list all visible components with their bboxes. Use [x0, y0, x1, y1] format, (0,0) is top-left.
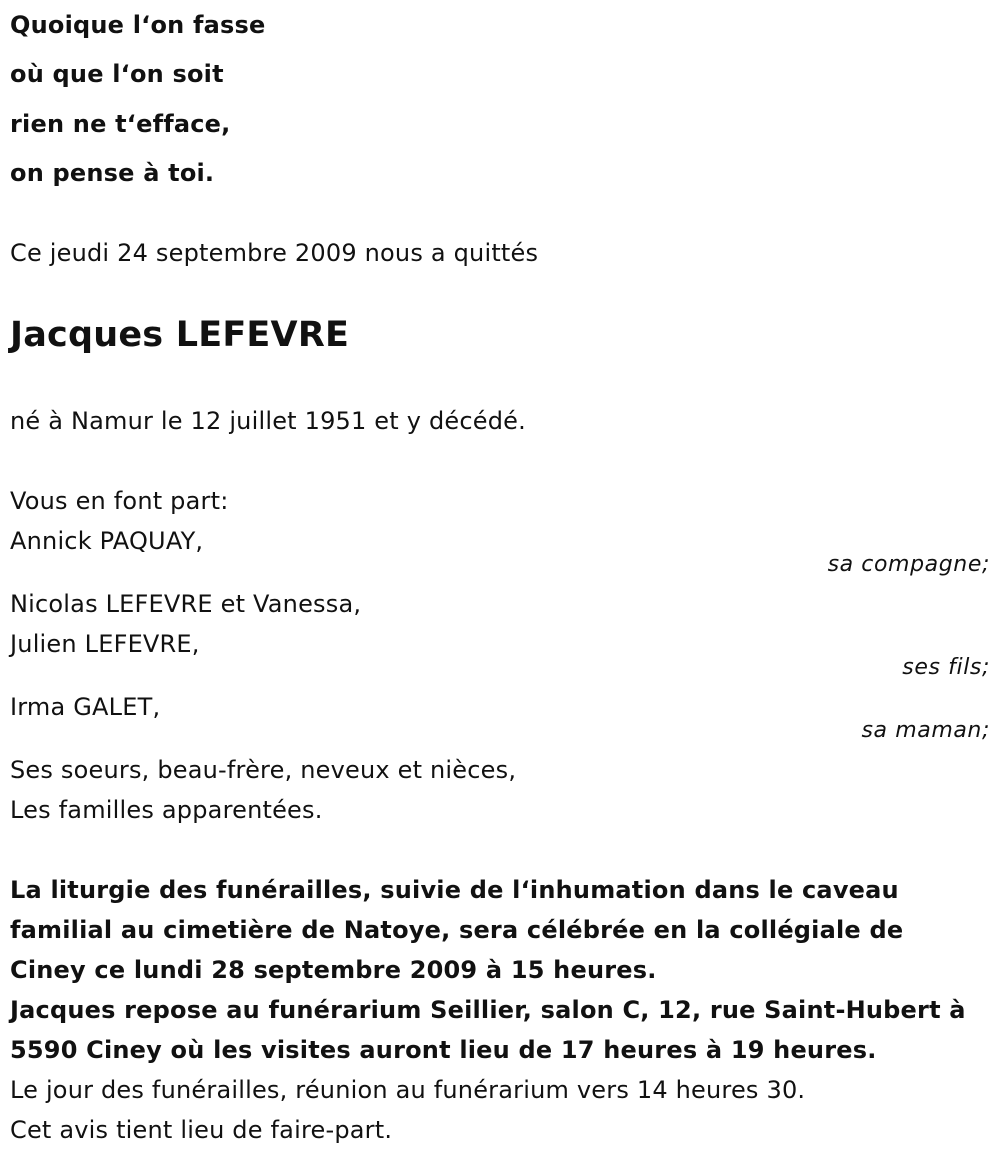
- funeral-info-line-2: familial au cimetière de Natoye, sera célébrée en la collégiale de: [10, 916, 904, 944]
- funeral-info-line-1: La liturgie des funérailles, suivie de l‘inhumation dans le caveau: [10, 876, 899, 904]
- poem-line-2: où que l‘on soit: [10, 60, 224, 88]
- birth-death-line: né à Namur le 12 juillet 1951 et y décédé.: [10, 407, 526, 435]
- family-header: Vous en font part:: [10, 487, 229, 515]
- death-announcement: Ce jeudi 24 septembre 2009 nous a quittés: [10, 239, 539, 267]
- mother-role: sa maman;: [861, 718, 990, 743]
- sons-role: ses fils;: [902, 655, 990, 680]
- funeral-info-line-4: Jacques repose au funérarium Seillier, salon C, 12, rue Saint-Hubert à: [10, 996, 966, 1024]
- meeting-line: Le jour des funérailles, réunion au funérarium vers 14 heures 30.: [10, 1076, 806, 1104]
- poem-line-4: on pense à toi.: [10, 159, 215, 187]
- deceased-name: Jacques LEFEVRE: [10, 315, 350, 355]
- companion-name: Annick PAQUAY,: [10, 527, 204, 555]
- funeral-info-line-3: Ciney ce lundi 28 septembre 2009 à 15 heures.: [10, 956, 657, 984]
- companion-role: sa compagne;: [827, 552, 990, 577]
- poem-line-1: Quoique l‘on fasse: [10, 11, 266, 39]
- son-1-name: Nicolas LEFEVRE et Vanessa,: [10, 590, 362, 618]
- families-line: Les familles apparentées.: [10, 796, 323, 824]
- son-2-name: Julien LEFEVRE,: [10, 630, 200, 658]
- poem-line-3: rien ne t‘efface,: [10, 110, 231, 138]
- notice-line: Cet avis tient lieu de faire-part.: [10, 1116, 393, 1144]
- funeral-info-line-5: 5590 Ciney où les visites auront lieu de 17 heures à 19 heures.: [10, 1036, 877, 1064]
- relatives-line: Ses soeurs, beau-frère, neveux et nièces,: [10, 756, 517, 784]
- mother-name: Irma GALET,: [10, 693, 161, 721]
